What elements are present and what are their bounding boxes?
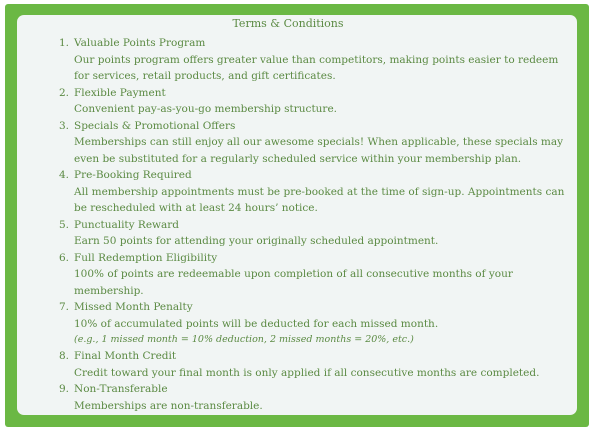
terms-item-6: [33, 250, 567, 300]
item-description: Convenient pay-as-you-go membership structure.: [74, 103, 337, 115]
item-example-note: (e.g., 1 missed month = 10% deduction, 2 missed months = 20%, etc.): [74, 334, 414, 345]
terms-item-3: [33, 118, 567, 168]
item-title: Full Redemption Eligibility: [74, 251, 218, 264]
item-title: Flexible Payment: [74, 86, 166, 99]
terms-item-5: [33, 217, 567, 250]
terms-panel: [17, 15, 577, 415]
item-number: 5.: [58, 218, 69, 231]
terms-item-2: [33, 85, 567, 118]
item-description: All membership appointments must be pre-booked at the time of sign-up. Appointments can be rescheduled with at least 24 hours’ notice.: [74, 185, 565, 214]
item-number: 2.: [58, 86, 69, 99]
item-description: 10% of accumulated points will be deducted for each missed month.: [74, 317, 439, 330]
item-title: Specials & Promotional Offers: [74, 119, 236, 132]
item-title: Final Month Credit: [74, 350, 177, 362]
item-number: 6.: [58, 251, 69, 264]
terms-item-4: [33, 167, 567, 217]
terms-item-8: [33, 348, 567, 381]
item-description: Memberships are non-transferable.: [74, 399, 263, 412]
terms-list: [33, 35, 567, 414]
item-description: Earn 50 points for attending your originally scheduled appointment.: [74, 235, 439, 247]
item-number: 4.: [58, 169, 69, 181]
item-title: Punctuality Reward: [74, 218, 180, 231]
item-title: Pre-Booking Required: [74, 169, 192, 181]
item-description: Memberships can still enjoy all our awesome specials! When applicable, these specials may even be substituted for a regularly scheduled service within your membership plan.: [74, 136, 564, 165]
item-number: 3.: [58, 119, 69, 132]
terms-title: Terms & Conditions: [232, 17, 344, 30]
item-description: 100% of points are redeemable upon completion of all consecutive months of your membership.: [74, 268, 513, 297]
terms-item-7: [33, 299, 567, 348]
item-description: Credit toward your final month is only applied if all consecutive months are completed.: [74, 366, 540, 379]
terms-frame: [5, 4, 589, 427]
item-number: 7.: [58, 301, 69, 313]
item-title: Missed Month Penalty: [74, 301, 193, 313]
item-number: 1.: [58, 37, 69, 49]
item-number: 9.: [58, 383, 69, 395]
item-description: Our points program offers greater value than competitors, making points easier to redeem for services, retail products, and gift certificates.: [74, 53, 559, 82]
item-title: Non-Transferable: [74, 383, 168, 395]
terms-item-9: [33, 381, 567, 414]
item-title: Valuable Points Program: [74, 37, 206, 49]
item-number: 8.: [58, 350, 69, 362]
terms-item-1: [33, 35, 567, 85]
